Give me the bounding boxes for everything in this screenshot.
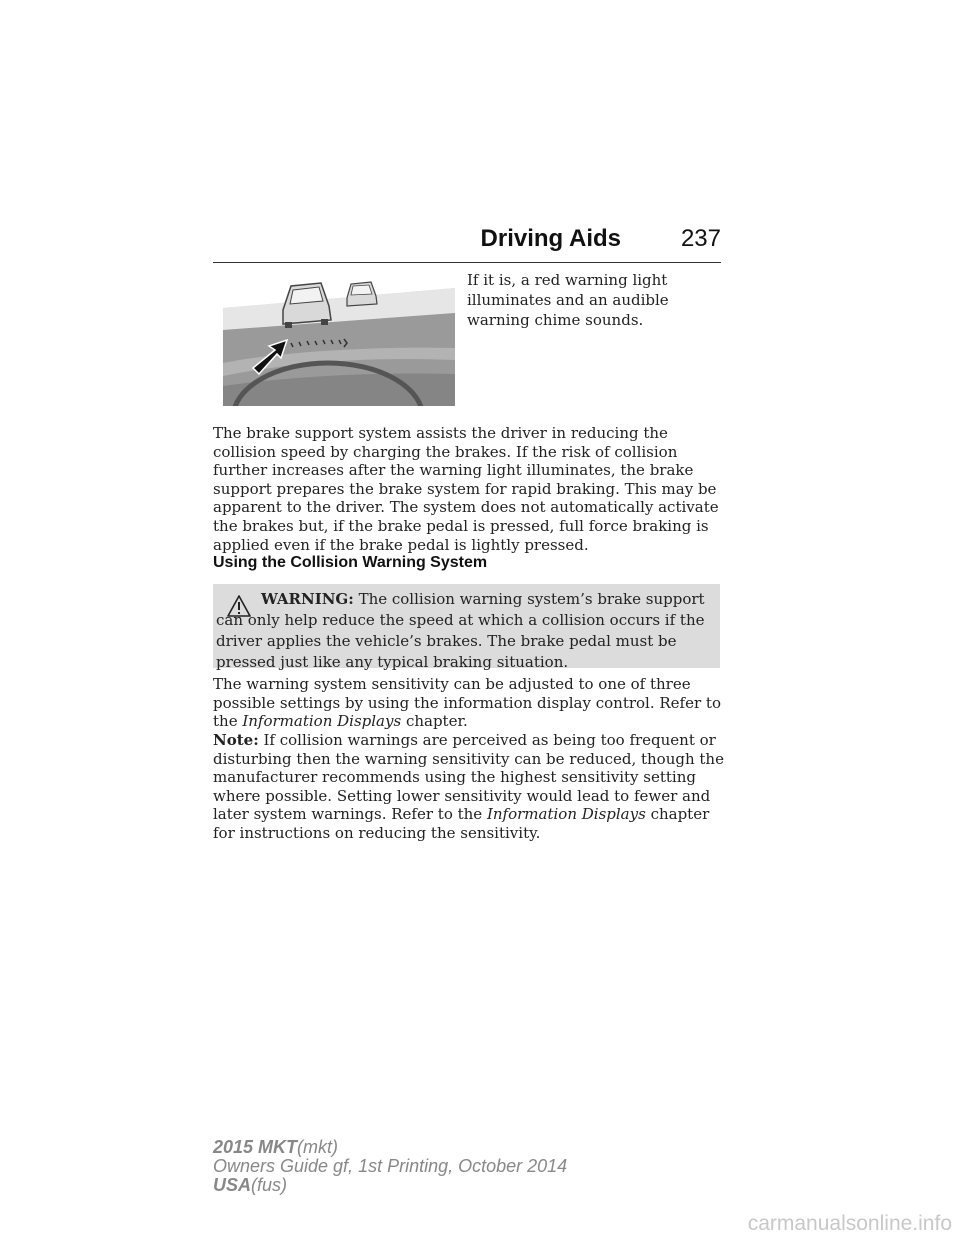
document-footer [213, 1138, 613, 1195]
note-label: Note: [213, 731, 259, 749]
page-number: 237 [680, 225, 721, 252]
chapter-title: Driving Aids [480, 225, 621, 252]
sensitivity-text: The warning system sensitivity can be adjusted to one of three possible settings by using the information display control. Refer to the [213, 675, 721, 731]
note-text: If collision warnings are perceived as being too frequent or disturbing then the warning sensitivity can be reduced, though the manufacturer recommends using the highest sensitivity setting where possible. Setting lower sensitivity would lead to fewer and later system warnings. Refer to the [213, 731, 724, 824]
distant-car-icon [347, 282, 377, 306]
brake-support-paragraph: The brake support system assists the driver in reducing the collision speed by charging the brakes. If the risk of collision further increases after the warning light illuminates, the brake support prepares the brake system for rapid braking. This may be apparent to the driver. The system does not automatically activate the brakes but, if the brake pedal is pressed, full force braking is applied even if the brake pedal is lightly pressed. [213, 424, 719, 554]
cross-reference: Information Displays [242, 712, 402, 731]
note-paragraph [213, 731, 728, 843]
section-heading: Using the Collision Warning System [213, 554, 488, 571]
model-name: 2015 MKT [213, 1137, 298, 1157]
header-divider [213, 262, 721, 263]
warning-label: WARNING: [261, 590, 354, 608]
footer-line-3 [213, 1176, 613, 1195]
figure-caption: If it is, a red warning light illuminates and an audible warning chime sounds. [467, 271, 669, 329]
footer-line-1 [213, 1138, 613, 1157]
sensitivity-text-end: chapter. [401, 712, 468, 731]
note-text-end: chapter for instructions on reducing the sensitivity. [213, 805, 710, 842]
page-header [213, 225, 721, 263]
model-code: (mkt) [297, 1137, 339, 1157]
warning-body: The collision warning system’s brake support can only help reduce the speed at which a collision occurs if the driver applies the vehicle’s brakes. The brake pedal must be pressed just like any typical braking situation. [216, 590, 705, 671]
warning-box [213, 584, 720, 671]
cross-reference: Information Displays [486, 805, 646, 824]
market-code: (fus) [251, 1175, 288, 1195]
market-name: USA [213, 1175, 252, 1195]
watermark: carmanualsonline.info [747, 1212, 952, 1235]
warning-text [216, 589, 716, 673]
footer-line-2: Owners Guide gf, 1st Printing, October 2014 [213, 1156, 568, 1176]
sensitivity-paragraph [213, 675, 728, 731]
lead-car-icon [283, 283, 331, 328]
collision-warning-illustration [213, 268, 455, 406]
